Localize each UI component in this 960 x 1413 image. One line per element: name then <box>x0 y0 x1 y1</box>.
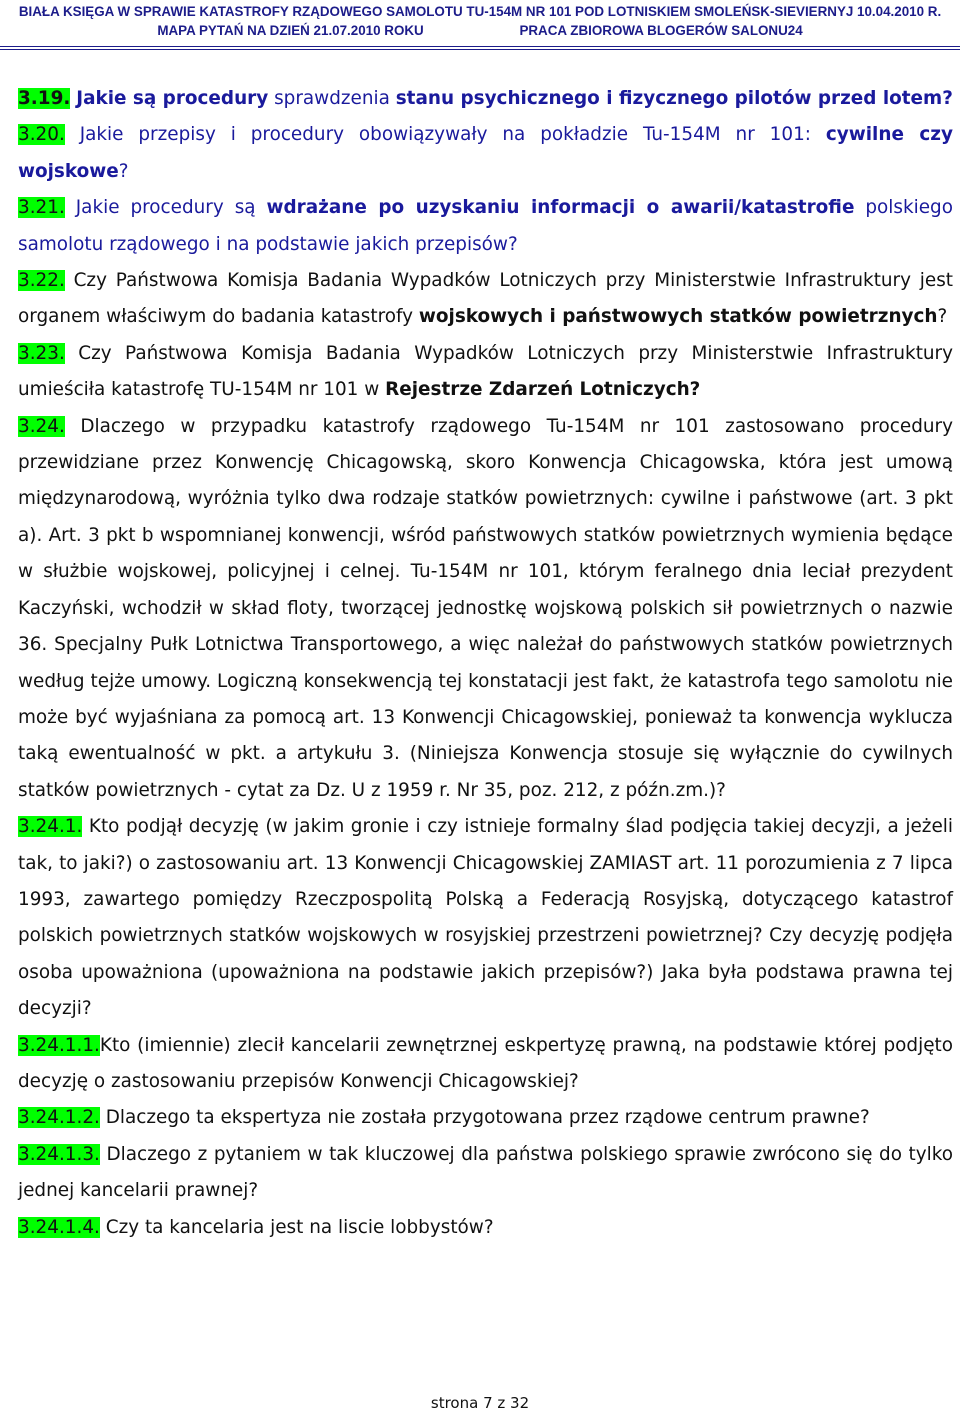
question-number: 3.20. <box>18 124 65 146</box>
question-number: 3.24.1.4. <box>18 1216 100 1238</box>
question-number: 3.24.1.2. <box>18 1107 100 1129</box>
question-3-21: 3.21. Jakie procedury są wdrażane po uzyskaniu informacji o awarii/katastrofie polskiego samolotu rządowego i na podstawie jakich przepisów? <box>18 197 953 255</box>
question-number: 3.24.1.1. <box>18 1034 100 1056</box>
header-authors: PRACA ZBIOROWA BLOGERÓW SALONU24 <box>519 23 803 38</box>
question-3-19: 3.19. Jakie są procedury sprawdzenia stanu psychicznego i fizycznego pilotów przed lotem? <box>18 88 953 109</box>
document-body <box>18 81 953 1246</box>
question-3-20: 3.20. Jakie przepisy i procedury obowiązywały na pokładzie Tu-154M nr 101: cywilne czy wojskowe? <box>18 124 953 182</box>
question-number: 3.21. <box>18 197 65 219</box>
question-number: 3.23. <box>18 342 65 364</box>
header-map-date: MAPA PYTAŃ NA DZIEŃ 21.07.2010 ROKU <box>157 23 424 38</box>
question-3-24-1-1: 3.24.1.1.Kto (imiennie) zlecił kancelarii zewnętrznej eskpertyzę prawną, na podstawie której podjęto decyzję o zastosowaniu przepisów Konwencji Chicagowskiej? <box>18 1034 953 1092</box>
header-title: BIAŁA KSIĘGA W SPRAWIE KATASTROFY RZĄDOWEGO SAMOLOTU TU-154M NR 101 POD LOTNISKIEM SMOLEŃSK-SIEVIERNYJ 10.04.2010 R. <box>18 4 942 19</box>
page-number: strona 7 z 32 <box>430 1394 530 1412</box>
question-3-24-1-3: 3.24.1.3. Dlaczego z pytaniem w tak kluczowej dla państwa polskiego sprawie zwrócono się do tylko jednej kancelarii prawnej? <box>18 1143 953 1202</box>
question-3-24-1-4: 3.24.1.4. Czy ta kancelaria jest na liscie lobbystów? <box>18 1216 494 1238</box>
question-3-24-1: 3.24.1. Kto podjął decyzję (w jakim gronie i czy istnieje formalny ślad podjęcia takiej decyzji, a jeżeli tak, to jaki?) o zastosowaniu art. 13 Konwencji Chicagowskiej ZAMIAST art. 11 porozumienia z 7 lipca 1993, zawartego pomiędzy Rzeczpospolitą Polską a Federacją Rosyjską, dotyczącego katastrof polskich powietrznych statków wojskowych w rosyjskiej przestrzeni powietrznej? Czy decyzję podjęła osoba upoważniona (upoważniona na podstawie jakich przepisów?) Jaka była podstawa prawna tej decyzji? <box>18 816 953 1020</box>
question-number: 3.22. <box>18 270 65 292</box>
page-header <box>0 0 960 40</box>
question-number: 3.24. <box>18 415 65 437</box>
question-number: 3.24.1. <box>18 816 83 838</box>
question-3-22: 3.22. Czy Państwowa Komisja Badania Wypadków Lotniczych przy Ministerstwie Infrastruktury jest organem właściwym do badania katastrofy wojskowych i państwowych statków powietrznych? <box>18 270 953 328</box>
question-3-24-1-2: 3.24.1.2. Dlaczego ta ekspertyza nie została przygotowana przez rządowe centrum prawne? <box>18 1107 870 1129</box>
question-number: 3.24.1.3. <box>18 1143 100 1165</box>
question-3-24: 3.24. Dlaczego w przypadku katastrofy rządowego Tu-154M nr 101 zastosowano procedury przewidziane przez Konwencję Chicagowską, skoro Konwencja Chicagowska, która jest umową międzynarodową, wyróżnia tylko dwa rodzaje statków powietrznych: cywilne i państwowe (art. 3 pkt a). Art. 3 pkt b wspomnianej konwencji, wśród państwowych statków powietrznych wymienia będące w służbie wojskowej, policyjnej i celnej. Tu-154M nr 101, którym feralnego dnia leciał prezydent Kaczyński, wchodził w skład floty, tworzącej jednostkę wojskową polskich sił powietrznych o nazwie 36. Specjalny Pułk Lotnictwa Transportowego, a więc należał do państwowych statków powietrznych według tejże umowy. Logiczną konsekwencją tej konstatacji jest fakt, że katastrofa tego samolotu nie może być wyjaśniana za pomocą art. 13 Konwencji Chicagowskiej, ponieważ ta konwencja wyklucza taką ewentualność w pkt. a artykułu 3. (Niniejsza Konwencja stosuje się wyłącznie do cywilnych statków powietrznych - cytat za Dz. U z 1959 r. Nr 35, poz. 212, z późn.zm.)? <box>18 415 953 801</box>
question-number: 3.19. <box>18 88 71 109</box>
header-subtitle-row <box>0 21 960 40</box>
question-3-23: 3.23. Czy Państwowa Komisja Badania Wypadków Lotniczych przy Ministerstwie Infrastruktury umieściła katastrofę TU-154M nr 101 w Rejestrze Zdarzeń Lotniczych? <box>18 342 953 401</box>
header-rule <box>0 46 960 47</box>
header-rule-thin <box>0 49 960 50</box>
